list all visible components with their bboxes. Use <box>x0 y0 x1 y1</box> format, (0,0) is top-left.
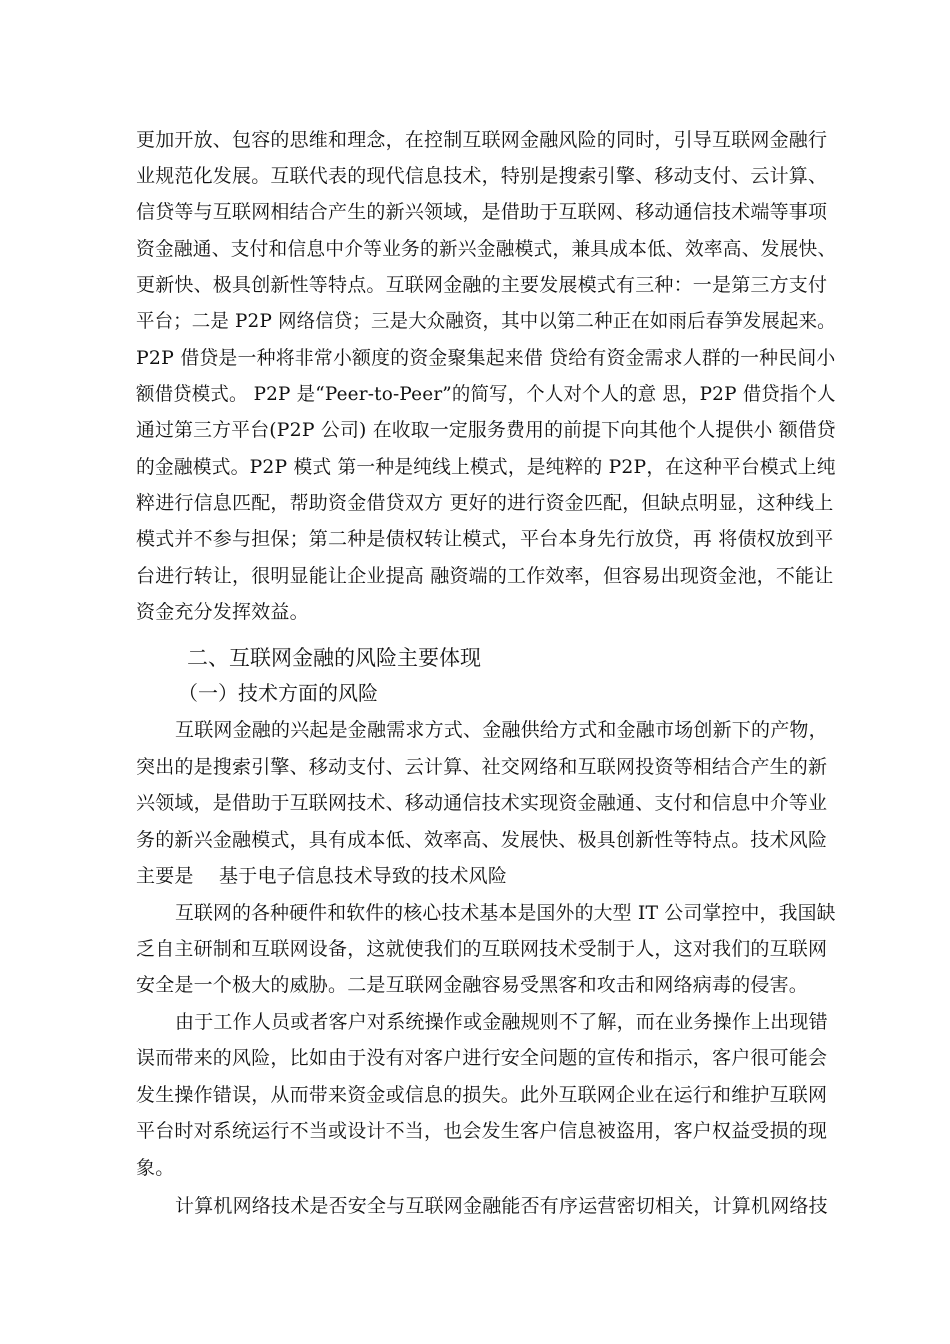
paragraph-line: 的金融模式。P2P 模式 第一种是纯线上模式，是纯粹的 P2P，在这种平台模式上纯 <box>136 456 836 478</box>
paragraph-line: 平台时对系统运行不当或设计不当，也会发生客户信息被盗用，客户权益受损的现 <box>136 1120 828 1142</box>
paragraph-line: 乏自主研制和互联网设备，这就使我们的互联网技术受制于人，这对我们的互联网 <box>136 938 828 960</box>
paragraph-line: 业规范化发展。互联代表的现代信息技术，特别是搜索引擎、移动支付、云计算、 <box>136 165 828 187</box>
paragraph-line: 务的新兴金融模式，具有成本低、效率高、发展快、极具创新性等特点。技术风险 <box>136 829 828 851</box>
paragraph-line: 更加开放、包容的思维和理念，在控制互联网金融风险的同时，引导互联网金融行 <box>136 129 828 151</box>
paragraph-line: 模式并不参与担保；第二种是债权转让模式，平台本身先行放贷，再 将债权放到平 <box>136 528 834 550</box>
section-heading: 二、互联网金融的风险主要体现 <box>187 646 481 670</box>
paragraph-line: 粹进行信息匹配，帮助资金借贷双方 更好的进行资金匹配，但缺点明显，这种线上 <box>136 492 834 514</box>
paragraph-line: 资金融通、支付和信息中介等业务的新兴金融模式，兼具成本低、效率高、发展快、 <box>136 238 837 260</box>
paragraph-line: 信贷等与互联网相结合产生的新兴领域，是借助于互联网、移动通信技术端等事项 <box>136 201 828 223</box>
paragraph-line: P2P 借贷是一种将非常小额度的资金聚集起来借 贷给有资金需求人群的一种民间小 <box>136 347 836 369</box>
paragraph-line: 主要是 基于电子信息技术导致的技术风险 <box>136 865 508 887</box>
paragraph-line: 突出的是搜索引擎、移动支付、云计算、社交网络和互联网投资等相结合产生的新 <box>136 756 828 778</box>
paragraph-line: 互联网金融的兴起是金融需求方式、金融供给方式和金融市场创新下的产物， <box>175 719 828 741</box>
paragraph-line: 资金充分发挥效益。 <box>136 601 309 623</box>
paragraph-line: 额借贷模式。 P2P 是“Peer-to-Peer”的简写，个人对个人的意 思，P2P 借贷指个人 <box>136 383 836 405</box>
paragraph-line: 通过第三方平台(P2P 公司) 在收取一定服务费用的前提下向其他个人提供小 额借贷 <box>136 419 836 441</box>
paragraph-line: 发生操作错误，从而带来资金或信息的损失。此外互联网企业在运行和维护互联网 <box>136 1084 828 1106</box>
paragraph-line: 安全是一个极大的威胁。二是互联网金融容易受黑客和攻击和网络病毒的侵害。 <box>136 974 809 996</box>
paragraph-line: 台进行转让，很明显能让企业提高 融资端的工作效率，但容易出现资金池，不能让 <box>136 565 834 587</box>
paragraph-line: 由于工作人员或者客户对系统操作或金融规则不了解，而在业务操作上出现错 <box>175 1011 828 1033</box>
paragraph-line: 误而带来的风险，比如由于没有对客户进行安全问题的宣传和指示，客户很可能会 <box>136 1047 828 1069</box>
paragraph-line: 平台；二是 P2P 网络信贷；三是大众融资，其中以第二种正在如雨后春笋发展起来。 <box>136 310 836 332</box>
paragraph-line: 更新快、极具创新性等特点。互联网金融的主要发展模式有三种：一是第三方支付 <box>136 274 828 296</box>
paragraph-line: 计算机网络技术是否安全与互联网金融能否有序运营密切相关，计算机网络技 <box>175 1195 828 1217</box>
subsection-heading: （一）技术方面的风险 <box>178 681 378 705</box>
paragraph-line: 兴领域，是借助于互联网技术、移动通信技术实现资金融通、支付和信息中介等业 <box>136 792 828 814</box>
paragraph-line: 互联网的各种硬件和软件的核心技术基本是国外的大型 IT 公司掌控中，我国缺 <box>175 902 836 924</box>
paragraph-line: 象。 <box>136 1157 175 1179</box>
